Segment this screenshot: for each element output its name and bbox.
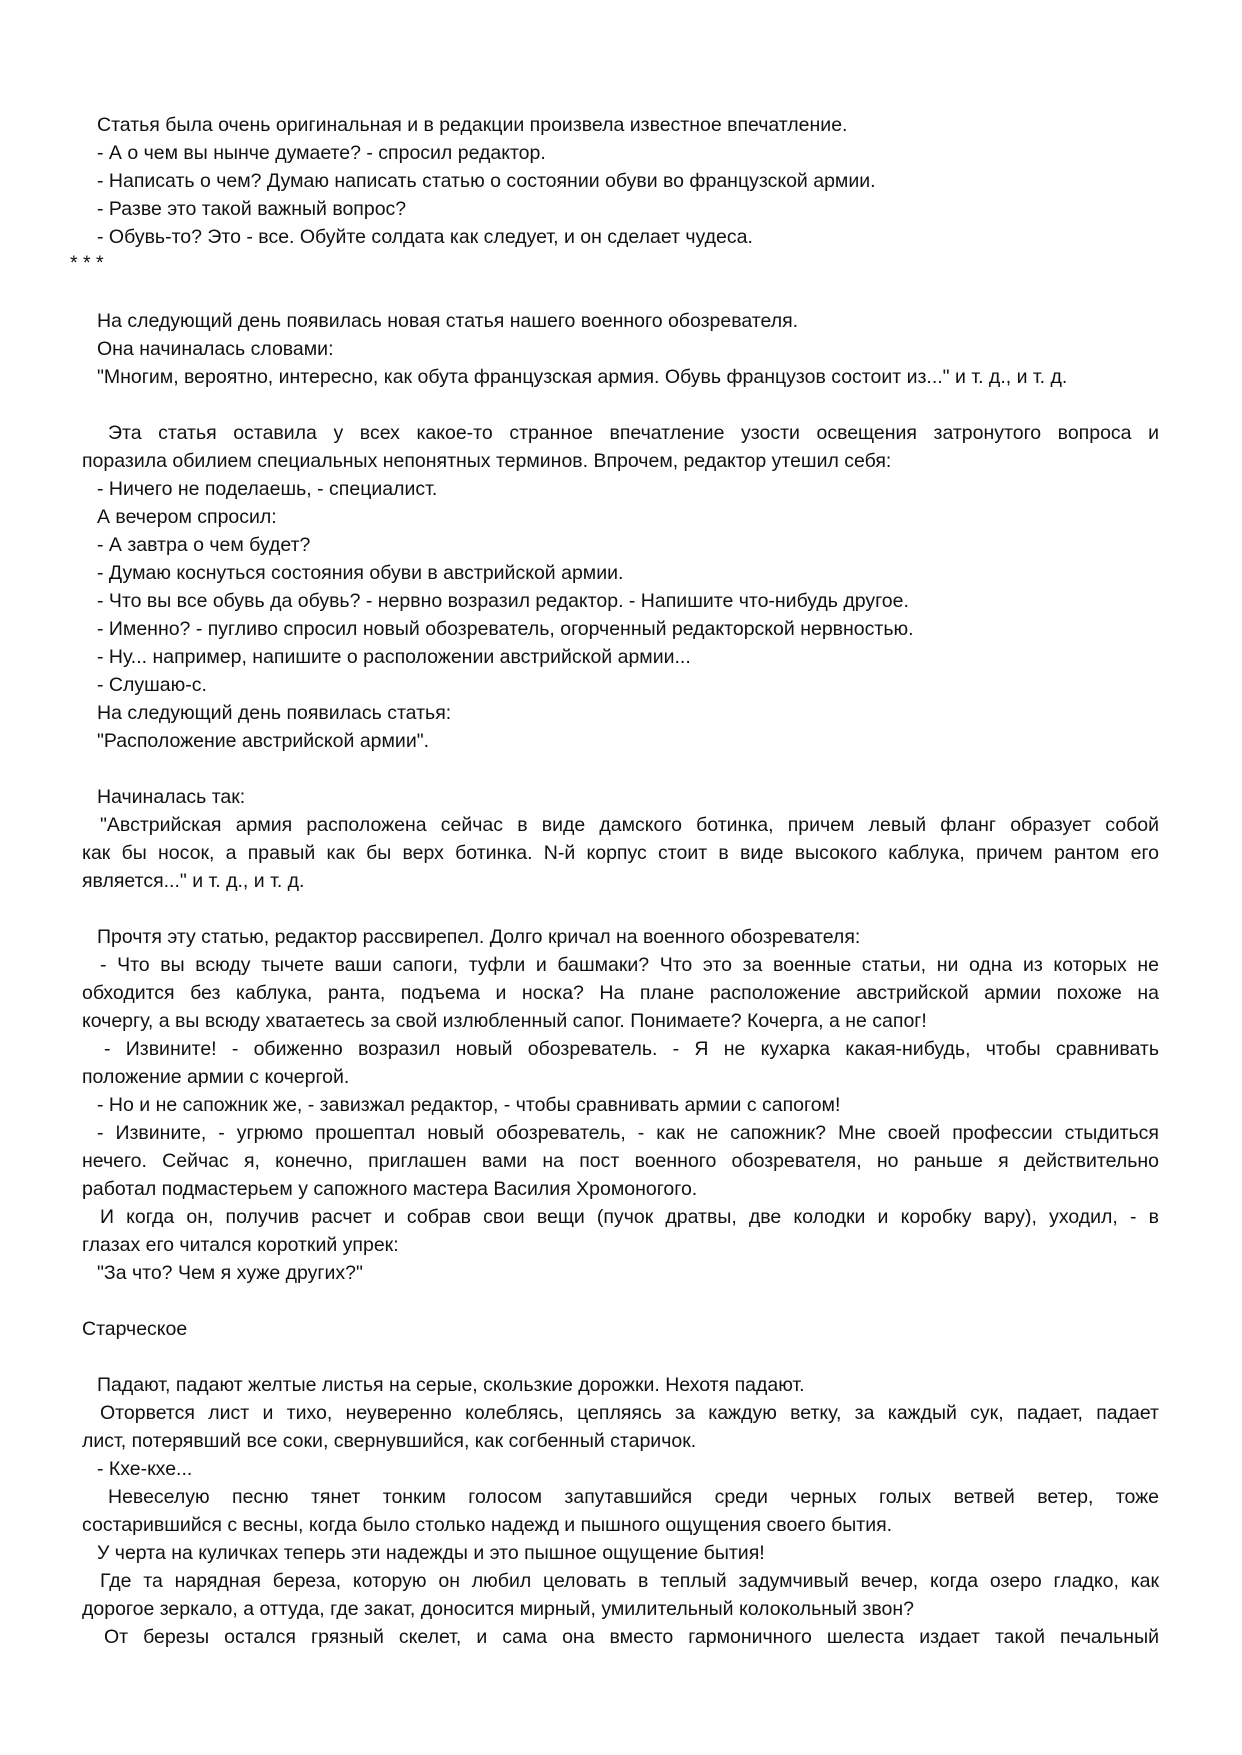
section-title: Старческое: [82, 1318, 188, 1340]
text-line: кочергу, а вы всюду хватаетесь за свой излюбленный сапог. Понимаете? Кочерга, а не сапог!: [82, 1010, 927, 1032]
text-line: Прочтя эту статью, редактор рассвирепел. Долго кричал на военного обозревателя:: [97, 926, 861, 948]
text-line: - Написать о чем? Думаю написать статью о состоянии обуви во французской армии.: [97, 170, 876, 192]
text-line: "Многим, вероятно, интересно, как обута французская армия. Обувь французов состоит из..." и т. д., и т. д.: [97, 366, 1068, 388]
text-line: Невеселую песню тянет тонким голосом запутавшийся среди черных голых ветвей ветер, тоже: [108, 1486, 1159, 1508]
text-line: Оторвется лист и тихо, неуверенно колеблясь, цепляясь за каждую ветку, за каждый сук, падает, падает: [100, 1402, 1159, 1424]
text-line: На следующий день появилась статья:: [97, 702, 452, 724]
text-line: положение армии с кочергой.: [82, 1066, 350, 1088]
text-line: А вечером спросил:: [97, 506, 277, 528]
text-line: - Разве это такой важный вопрос?: [97, 198, 407, 220]
text-line: Статья была очень оригинальная и в редакции произвела известное впечатление.: [97, 114, 848, 136]
text-line: лист, потерявший все соки, свернувшийся, как согбенный старичок.: [82, 1430, 697, 1452]
text-line: - Думаю коснуться состояния обуви в австрийской армии.: [97, 562, 624, 584]
text-line: как бы носок, а правый как бы верх ботинка. N-й корпус стоит в виде высокого каблука, причем рантом его: [82, 842, 1159, 864]
text-line: Она начиналась словами:: [97, 338, 334, 360]
text-line: поразила обилием специальных непонятных терминов. Впрочем, редактор утешил себя:: [82, 450, 892, 472]
text-line: На следующий день появилась новая статья нашего военного обозревателя.: [97, 310, 799, 332]
text-line: дорогое зеркало, а оттуда, где закат, доносится мирный, умилительный колокольный звон?: [82, 1598, 914, 1620]
text-line: - Кхе-кхе...: [97, 1458, 193, 1480]
text-line: Падают, падают желтые листья на серые, скользкие дорожки. Нехотя падают.: [97, 1374, 805, 1396]
text-line: - Что вы все обувь да обувь? - нервно возразил редактор. - Напишите что-нибудь другое.: [97, 590, 909, 612]
text-line: "Расположение австрийской армии".: [97, 730, 430, 752]
text-line: "Австрийская армия расположена сейчас в виде дамского ботинка, причем левый фланг образует собой: [100, 814, 1159, 836]
text-line: - Но и не сапожник же, - завизжал редактор, - чтобы сравнивать армии с сапогом!: [97, 1094, 841, 1116]
text-line: - Именно? - пугливо спросил новый обозреватель, огорченный редакторской нервностью.: [97, 618, 914, 640]
text-line: От березы остался грязный скелет, и сама она вместо гармоничного шелеста издает такой печальный: [104, 1626, 1159, 1648]
text-line: состарившийся с весны, когда было столько надежд и пышного ощущения своего бытия.: [82, 1514, 893, 1536]
text-line: нечего. Сейчас я, конечно, приглашен вами на пост военного обозревателя, но раньше я действительно: [82, 1150, 1159, 1172]
text-line: - Что вы всюду тычете ваши сапоги, туфли и башмаки? Что это за военные статьи, ни одна из которых не: [100, 954, 1159, 976]
text-line: - А о чем вы нынче думаете? - спросил редактор.: [97, 142, 546, 164]
text-line: "За что? Чем я хуже других?": [97, 1262, 363, 1284]
text-line: - Извините, - угрюмо прошептал новый обозреватель, - как не сапожник? Мне своей профессии стыдиться: [97, 1122, 1159, 1144]
text-line: является..." и т. д., и т. д.: [82, 870, 305, 892]
text-line: - Обувь-то? Это - все. Обуйте солдата как следует, и он сделает чудеса.: [97, 226, 753, 248]
text-line: Где та нарядная береза, которую он любил целовать в теплый задумчивый вечер, когда озеро гладко, как: [100, 1570, 1159, 1592]
text-line: Начиналась так:: [97, 786, 246, 808]
text-line: - Ну... например, напишите о расположении австрийской армии...: [97, 646, 691, 668]
text-line: У черта на куличках теперь эти надежды и это пышное ощущение бытия!: [97, 1542, 765, 1564]
text-line: Эта статья оставила у всех какое-то странное впечатление узости освещения затронутого вопроса и: [108, 422, 1159, 444]
text-line: глазах его читался короткий упрек:: [82, 1234, 399, 1256]
text-line: - Извините! - обиженно возразил новый обозреватель. - Я не кухарка какая-нибудь, чтобы сравнивать: [104, 1038, 1159, 1060]
text-line: - Слушаю-с.: [97, 674, 207, 696]
section-separator: * * *: [70, 252, 104, 274]
text-line: - А завтра о чем будет?: [97, 534, 311, 556]
text-line: - Ничего не поделаешь, - специалист.: [97, 478, 438, 500]
text-line: обходится без каблука, ранта, подъема и носка? На плане расположение австрийской армии похоже на: [82, 982, 1159, 1004]
text-line: И когда он, получив расчет и собрав свои вещи (пучок дратвы, две колодки и коробку вару), уходил, - в: [100, 1206, 1159, 1228]
text-line: работал подмастерьем у сапожного мастера Василия Хромоногого.: [82, 1178, 698, 1200]
